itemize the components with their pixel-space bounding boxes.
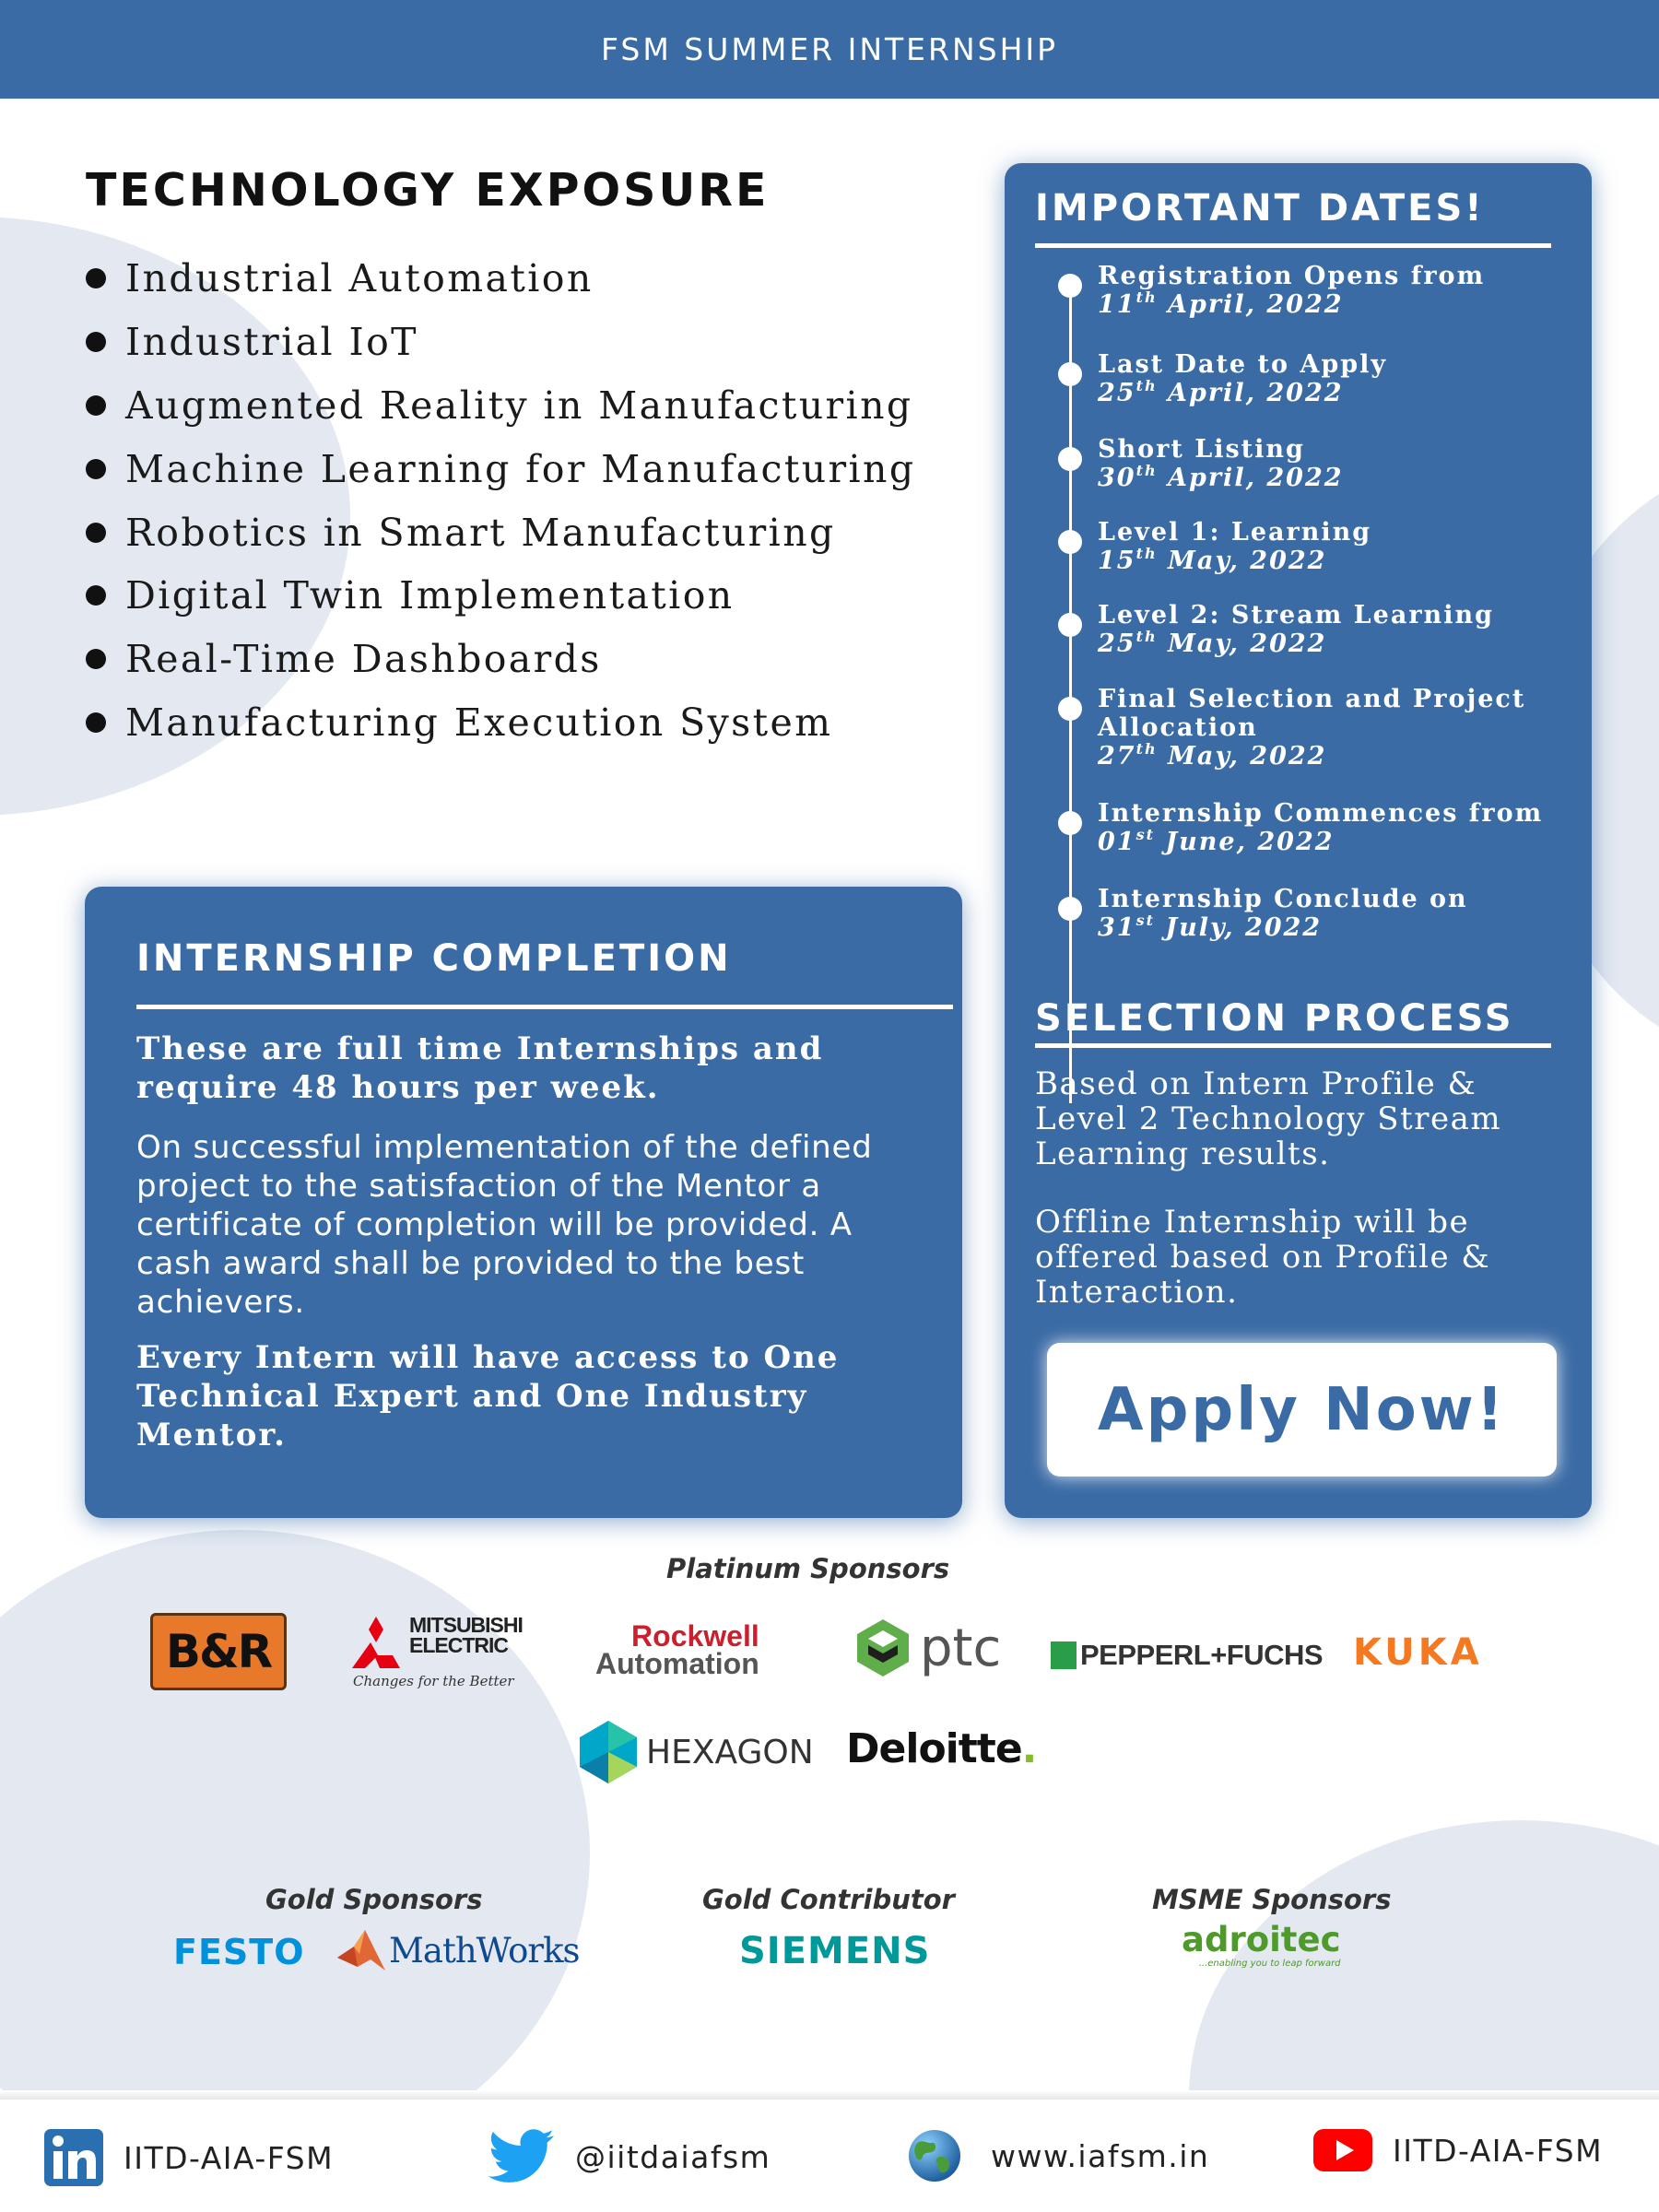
bullet-icon — [86, 332, 106, 352]
selection-paragraph-1: Based on Intern Profile & Level 2 Technology Stream Learning results. — [1035, 1065, 1502, 1172]
pepperl-fuchs-logo: PEPPERL+FUCHS — [1051, 1639, 1323, 1672]
timeline-dot-icon — [1058, 274, 1082, 298]
timeline-item — [1058, 601, 1494, 658]
technology-list — [86, 247, 916, 754]
mitsubishi-diamonds-icon — [350, 1617, 402, 1668]
timeline-date: 25th April, 2022 — [1098, 377, 1344, 407]
timeline-item — [1058, 685, 1540, 771]
timeline-item — [1058, 518, 1371, 575]
completion-body: On successful implementation of the defined project to the satisfaction of the Mentor a certificate of completion will be provided. A cash award shall be provided to the best achievers. — [136, 1129, 873, 1321]
festo-logo: FESTO — [173, 1932, 305, 1972]
adroitec-logo: adroitec ...enabling you to leap forward — [1182, 1920, 1341, 1969]
bullet-icon — [86, 459, 106, 479]
list-item: Industrial IoT — [86, 311, 916, 374]
timeline-date: 27th May, 2022 — [1098, 740, 1327, 771]
completion-intro: These are full time Internships and require 48 hours per week. — [136, 1030, 824, 1106]
mathworks-membrane-icon — [337, 1926, 385, 1974]
mitsubishi-logo: MITSUBISHI ELECTRIC — [350, 1615, 523, 1696]
timeline-date: 15th May, 2022 — [1098, 545, 1327, 575]
timeline-date: 11th April, 2022 — [1098, 288, 1344, 319]
timeline-item — [1058, 350, 1387, 407]
timeline-item — [1058, 885, 1468, 942]
linkedin-link[interactable]: IITD-AIA-FSM — [44, 2129, 334, 2186]
bullet-icon — [86, 268, 106, 288]
list-item: Digital Twin Implementation — [86, 564, 916, 628]
platinum-sponsors-heading: Platinum Sponsors — [666, 1553, 950, 1584]
gold-contributor-heading: Gold Contributor — [702, 1884, 955, 1915]
dates-title: IMPORTANT DATES! — [1035, 187, 1485, 229]
completion-title: INTERNSHIP COMPLETION — [136, 937, 732, 980]
timeline-dot-icon — [1058, 530, 1082, 554]
timeline-date: 25th May, 2022 — [1098, 628, 1327, 658]
twitter-icon — [488, 2129, 555, 2184]
technology-title: TECHNOLOGY EXPOSURE — [86, 164, 770, 217]
completion-outro: Every Intern will have access to One Technical Expert and One Industry Mentor. — [136, 1339, 840, 1453]
twitter-link[interactable]: @iitdaiafsm — [488, 2129, 771, 2184]
ptc-logo: ptc — [855, 1618, 1001, 1678]
timeline-dot-icon — [1058, 811, 1082, 835]
selection-title: SELECTION PROCESS — [1035, 997, 1514, 1040]
timeline-dot-icon — [1058, 362, 1082, 386]
timeline-label: Level 1: Learning — [1098, 518, 1372, 547]
timeline-dot-icon — [1058, 897, 1082, 921]
header-bar — [0, 0, 1659, 99]
list-item: Manufacturing Execution System — [86, 691, 916, 755]
youtube-link[interactable]: IITD-AIA-FSM — [1313, 2129, 1603, 2171]
timeline-date: 01st June, 2022 — [1098, 826, 1335, 856]
timeline-dot-icon — [1058, 613, 1082, 637]
mathworks-logo: MathWorks — [337, 1926, 580, 1974]
important-dates-panel — [1005, 163, 1592, 1518]
bullet-icon — [86, 585, 106, 606]
globe-icon — [908, 2129, 961, 2183]
bullet-icon — [86, 649, 106, 669]
timeline-label: Internship Commences from — [1098, 799, 1544, 828]
timeline-item — [1058, 435, 1344, 492]
pepperl-mark-icon — [1051, 1641, 1077, 1669]
timeline-dot-icon — [1058, 447, 1082, 471]
divider — [1035, 243, 1551, 248]
timeline-label: Short Listing — [1098, 435, 1305, 464]
selection-paragraph-2: Offline Internship will be offered based on Profile & Interaction. — [1035, 1204, 1491, 1311]
deloitte-logo: Deloitte . — [846, 1725, 1038, 1772]
timeline-label: Last Date to Apply — [1098, 350, 1388, 379]
linkedin-icon — [44, 2129, 103, 2186]
timeline-dot-icon — [1058, 697, 1082, 721]
timeline-item — [1058, 262, 1485, 319]
list-item: Industrial Automation — [86, 247, 916, 311]
hexagon-mark-icon — [578, 1719, 639, 1785]
bullet-icon — [86, 523, 106, 543]
bullet-icon — [86, 712, 106, 733]
msme-sponsors-heading: MSME Sponsors — [1152, 1884, 1392, 1915]
kuka-logo: KUKA — [1353, 1631, 1483, 1674]
divider — [1035, 1043, 1551, 1048]
website-link[interactable]: www.iafsm.in — [908, 2129, 1209, 2183]
header-title: FSM SUMMER INTERNSHIP — [600, 31, 1059, 67]
timeline-label: Final Selection and Project Allocation — [1098, 685, 1526, 742]
list-item: Real-Time Dashboards — [86, 628, 916, 691]
apply-now-button[interactable] — [1047, 1343, 1557, 1477]
gold-sponsors-heading: Gold Sponsors — [265, 1884, 483, 1915]
rockwell-logo: Rockwell Automation — [595, 1619, 759, 1680]
br-logo: B&R — [150, 1613, 287, 1690]
timeline-label: Internship Conclude on — [1098, 885, 1468, 913]
timeline-date: 31st July, 2022 — [1098, 912, 1323, 942]
list-item: Robotics in Smart Manufacturing — [86, 500, 916, 564]
hexagon-logo: HEXAGON — [578, 1719, 814, 1785]
bullet-icon — [86, 395, 106, 416]
timeline-date: 30th April, 2022 — [1098, 462, 1344, 492]
mitsubishi-tagline: Changes for the Better — [353, 1673, 514, 1689]
timeline-label: Level 2: Stream Learning — [1098, 601, 1494, 629]
internship-completion-panel — [85, 887, 962, 1518]
ptc-cube-icon — [855, 1618, 911, 1678]
youtube-icon — [1313, 2129, 1372, 2171]
apply-now-label: Apply Now! — [1098, 1375, 1506, 1444]
timeline-item — [1058, 799, 1543, 856]
list-item: Augmented Reality in Manufacturing — [86, 374, 916, 438]
list-item: Machine Learning for Manufacturing — [86, 437, 916, 500]
divider — [136, 1005, 953, 1009]
siemens-logo: SIEMENS — [739, 1930, 931, 1972]
timeline-label: Registration Opens from — [1098, 262, 1486, 290]
